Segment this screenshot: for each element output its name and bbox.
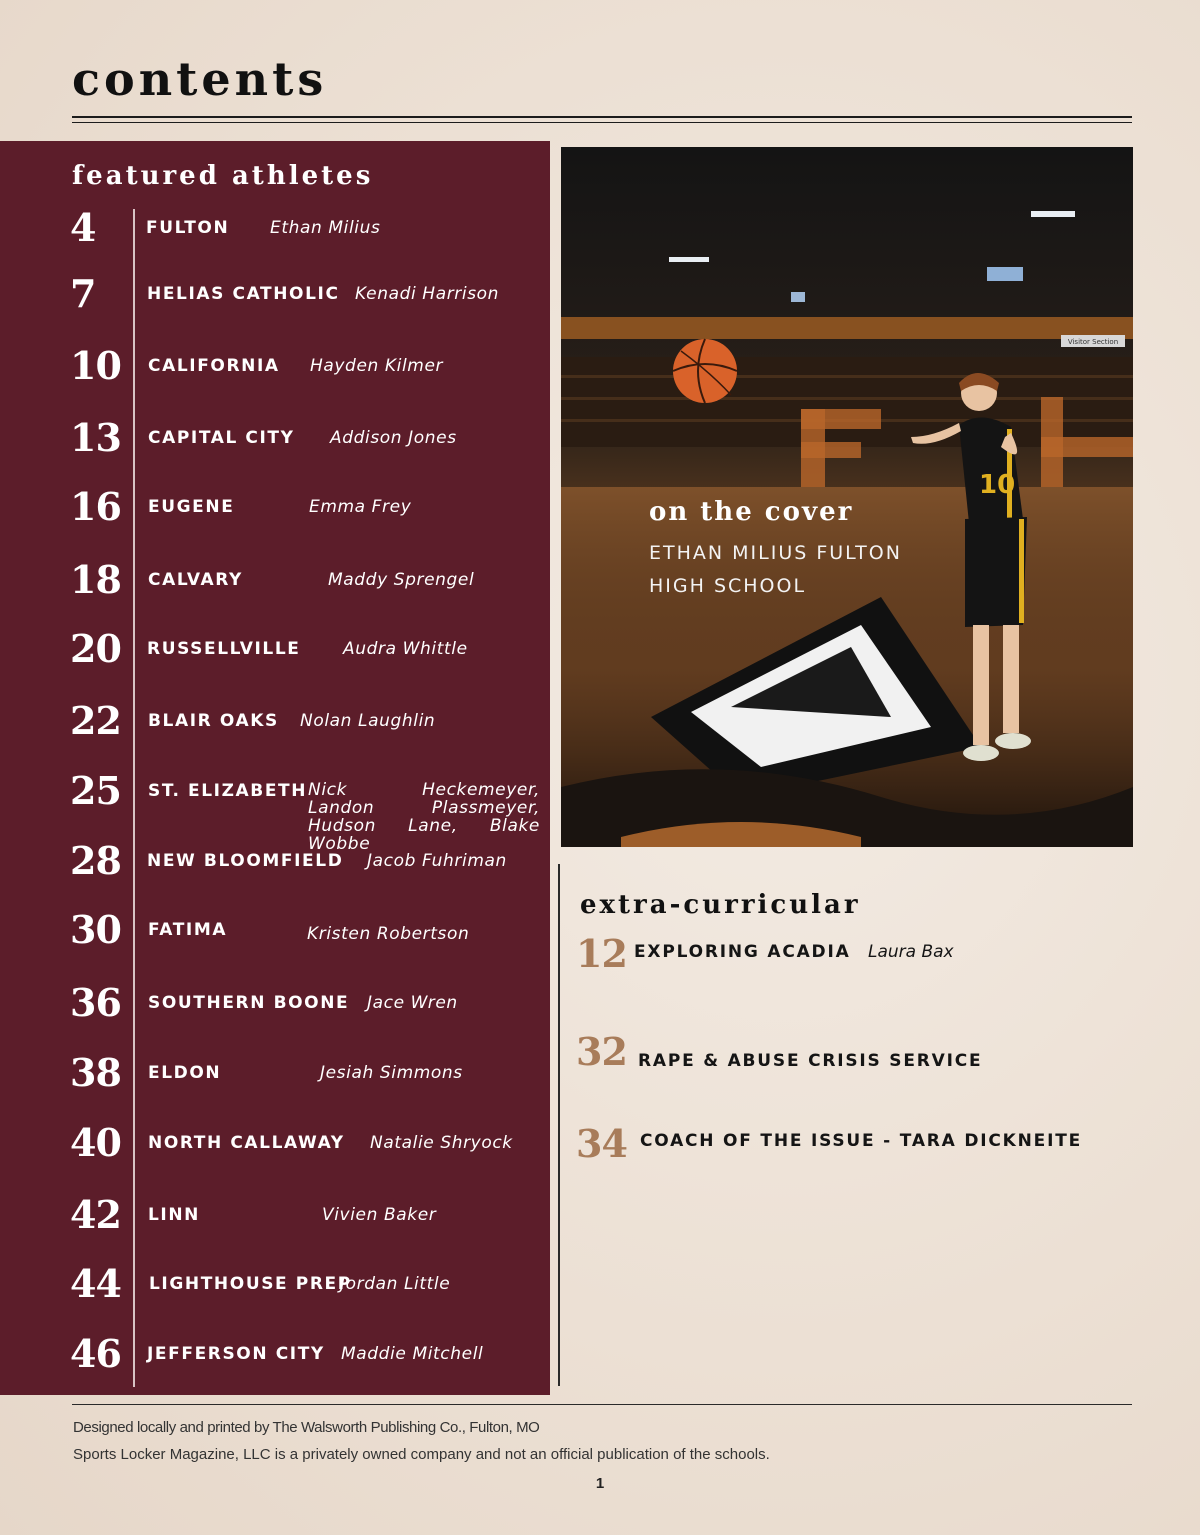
- entry-athlete: Nolan Laughlin: [300, 711, 436, 731]
- footer-printer-credit: Designed locally and printed by The Walsworth Publishing Co., Fulton, MO: [73, 1419, 540, 1436]
- page-number: 1: [595, 1475, 605, 1492]
- entry-athlete: Jacob Fuhriman: [367, 851, 507, 871]
- entry-school: JEFFERSON CITY: [147, 1344, 325, 1364]
- entry-page-number: 44: [70, 1261, 121, 1306]
- wall-letter-f: [801, 409, 881, 429]
- entry-school: CALIFORNIA: [148, 356, 280, 376]
- footer-disclaimer: Sports Locker Magazine, LLC is a privately owned company and not an official publication of the schools.: [73, 1446, 770, 1463]
- entry-school: CALVARY: [148, 570, 243, 590]
- entry-athlete: Kenadi Harrison: [355, 284, 500, 304]
- entry-athlete: Emma Frey: [309, 497, 412, 517]
- wall-letter-h: [1041, 437, 1133, 457]
- entry-page-number: 40: [70, 1120, 121, 1165]
- entry-page-number: 46: [70, 1331, 121, 1376]
- extra-page-number: 32: [576, 1029, 627, 1074]
- entry-page-number: 22: [70, 698, 121, 743]
- entry-school: ELDON: [148, 1063, 222, 1083]
- entry-page-number: 36: [70, 980, 121, 1025]
- entry-page-number: 28: [70, 838, 121, 883]
- extra-page-number: 12: [576, 931, 627, 976]
- entry-school: FATIMA: [148, 920, 228, 940]
- featured-athletes-heading: featured athletes: [72, 161, 374, 191]
- cover-heading: on the cover: [649, 497, 854, 527]
- extra-title: RAPE & ABUSE CRISIS SERVICE: [638, 1051, 983, 1071]
- entry-athlete: Hayden Kilmer: [310, 356, 444, 376]
- ceiling-light: [669, 257, 709, 262]
- cover-caption: ETHAN MILIUS FULTON HIGH SCHOOL: [649, 542, 902, 597]
- entry-athlete: Maddie Mitchell: [341, 1344, 484, 1364]
- cover-photo: [561, 147, 1133, 847]
- entry-school: NEW BLOOMFIELD: [147, 851, 344, 871]
- wall-letter-f: [801, 442, 861, 458]
- cover-label: [649, 497, 929, 603]
- entry-school: LINN: [148, 1205, 201, 1225]
- entry-school: HELIAS CATHOLIC: [147, 284, 340, 304]
- extra-page-number: 34: [576, 1121, 627, 1166]
- entry-page-number: 42: [70, 1192, 121, 1237]
- entry-athlete: Audra Whittle: [343, 639, 468, 659]
- bottom-rule: [72, 1404, 1132, 1405]
- entry-school: LIGHTHOUSE PREP: [149, 1274, 352, 1294]
- entry-school: FULTON: [146, 218, 230, 238]
- entry-athlete: Addison Jones: [330, 428, 457, 448]
- extra-title: COACH OF THE ISSUE - TARA DICKNEITE: [640, 1131, 1083, 1151]
- entry-school: NORTH CALLAWAY: [148, 1133, 345, 1153]
- page-title: contents: [72, 52, 328, 106]
- featured-athletes-panel: [0, 141, 550, 1395]
- entry-athlete: Ethan Milius: [270, 218, 381, 238]
- entry-page-number: 38: [70, 1050, 121, 1095]
- top-rule: [72, 116, 1132, 118]
- bleacher-row: [561, 375, 1133, 378]
- extra-curricular-heading: extra-curricular: [580, 890, 861, 920]
- gym-window: [987, 267, 1023, 281]
- entry-page-number: 7: [70, 271, 96, 316]
- entry-page-number: 18: [70, 557, 121, 602]
- extra-title: EXPLORING ACADIA: [634, 942, 851, 962]
- visitor-sign-text: Visitor Section: [1067, 338, 1119, 346]
- entry-page-number: 30: [70, 907, 121, 952]
- entry-athlete: Jace Wren: [367, 993, 458, 1013]
- entry-athlete: Natalie Shryock: [370, 1133, 513, 1153]
- panel-divider: [133, 209, 135, 1387]
- entry-school: BLAIR OAKS: [148, 711, 279, 731]
- shorts-stripe: [1019, 519, 1024, 623]
- player-leg: [1003, 625, 1019, 733]
- entry-athlete: Maddy Sprengel: [328, 570, 475, 590]
- entry-page-number: 10: [70, 343, 121, 388]
- player-shoe: [963, 745, 999, 761]
- gym-window: [791, 292, 805, 302]
- entry-athlete: Jordan Little: [340, 1274, 451, 1294]
- entry-page-number: 13: [70, 415, 121, 460]
- entry-athlete: Jesiah Simmons: [320, 1063, 463, 1083]
- player-leg: [973, 625, 989, 745]
- entry-school: SOUTHERN BOONE: [148, 993, 350, 1013]
- extra-divider: [558, 864, 560, 1386]
- entry-page-number: 16: [70, 484, 121, 529]
- entry-school: CAPITAL CITY: [148, 428, 295, 448]
- extra-author: Laura Bax: [868, 942, 954, 962]
- entry-school: EUGENE: [148, 497, 235, 517]
- wall-trim: [561, 317, 1133, 339]
- basketball: [673, 339, 737, 403]
- entry-athlete: Kristen Robertson: [307, 924, 470, 944]
- jersey-number: 10: [979, 470, 1016, 500]
- ceiling-light: [1031, 211, 1075, 217]
- player-shorts: [965, 517, 1027, 627]
- entry-athlete: Nick Heckemeyer, Landon Plassmeyer, Hudson Lane, Blake Wobbe: [308, 780, 540, 854]
- entry-school: ST. ELIZABETH: [148, 781, 308, 801]
- entry-school: RUSSELLVILLE: [147, 639, 301, 659]
- entry-page-number: 25: [70, 768, 121, 813]
- entry-athlete: Vivien Baker: [322, 1205, 437, 1225]
- player-shoe: [995, 733, 1031, 749]
- entry-page-number: 20: [70, 626, 121, 671]
- top-rule-thin: [72, 122, 1132, 123]
- entry-page-number: 4: [70, 205, 96, 250]
